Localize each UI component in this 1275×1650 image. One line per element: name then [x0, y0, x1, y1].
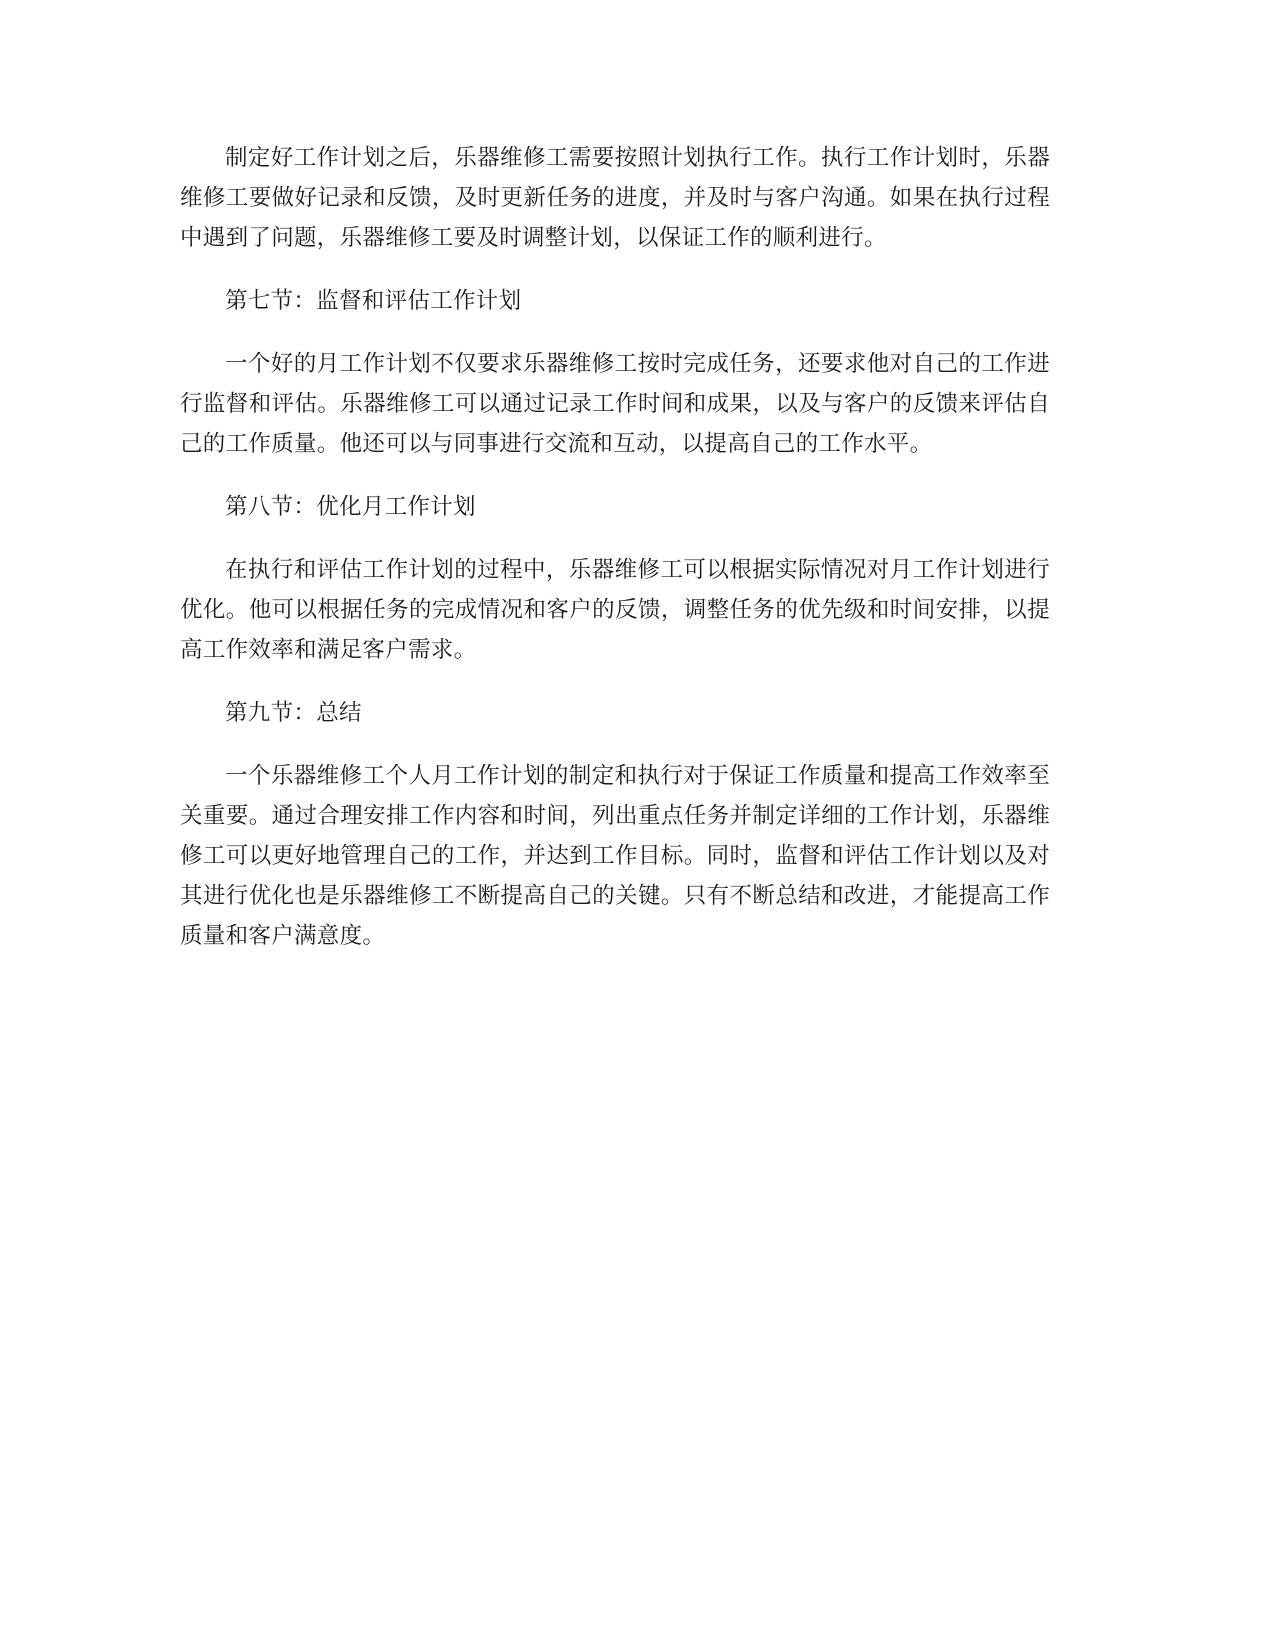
- document-page: [180, 138, 1050, 956]
- paragraph-monitoring: 一个好的月工作计划不仅要求乐器维修工按时完成任务，还要求他对自己的工作进行监督和评估。乐器维修工可以通过记录工作时间和成果，以及与客户的反馈来评估自己的工作质量。他还可以与同事进行交流和互动，以提高自己的工作水平。: [180, 351, 1050, 457]
- paragraph-summary: 一个乐器维修工个人月工作计划的制定和执行对于保证工作质量和提高工作效率至关重要。通过合理安排工作内容和时间，列出重点任务并制定详细的工作计划，乐器维修工可以更好地管理自己的工作，并达到工作目标。同时，监督和评估工作计划以及对其进行优化也是乐器维修工不断提高自己的关键。只有不断总结和改进，才能提高工作质量和客户满意度。: [180, 763, 1050, 949]
- spacer: [180, 670, 1050, 693]
- paragraph-execution: 制定好工作计划之后，乐器维修工需要按照计划执行工作。执行工作计划时，乐器维修工要做好记录和反馈，及时更新任务的进度，并及时与客户沟通。如果在执行过程中遇到了问题，乐器维修工要及时调整计划，以保证工作的顺利进行。: [180, 145, 1050, 251]
- paragraph-optimization: 在执行和评估工作计划的过程中，乐器维修工可以根据实际情况对月工作计划进行优化。他可以根据任务的完成情况和客户的反馈，调整任务的优先级和时间安排，以提高工作效率和满足客户需求。: [180, 557, 1050, 663]
- section-heading-7: 第七节：监督和评估工作计划: [225, 288, 522, 314]
- section-heading-9: 第九节：总结: [225, 700, 362, 726]
- spacer: [180, 733, 1050, 756]
- spacer: [180, 527, 1050, 550]
- spacer: [180, 321, 1050, 344]
- spacer: [180, 464, 1050, 487]
- section-heading-8: 第八节：优化月工作计划: [225, 494, 476, 520]
- spacer: [180, 258, 1050, 281]
